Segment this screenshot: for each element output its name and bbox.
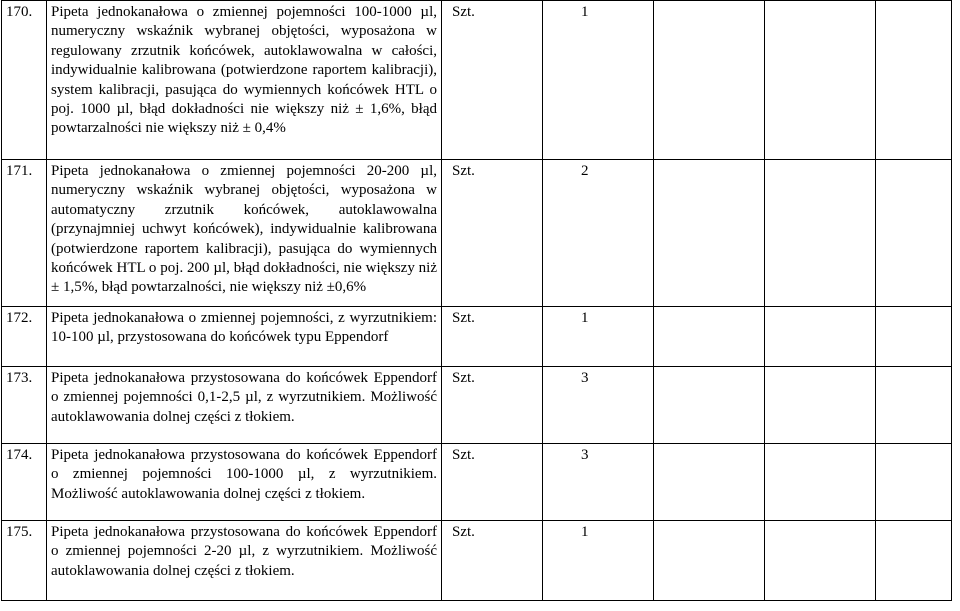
row-description: Pipeta jednokanałowa przystosowana do końcówek Eppendorf o zmiennej pojemności 2-20 µl, z wyrzutnikiem. Możliwość autoklawowania dolnej części z tłokiem. [47,521,442,601]
row-number: 170. [2,1,47,160]
row-description: Pipeta jednokanałowa o zmiennej pojemności, z wyrzutnikiem: 10-100 µl, przystosowana do końcówek typu Eppendorf [47,307,442,367]
row-description: Pipeta jednokanałowa przystosowana do końcówek Eppendorf o zmiennej pojemności 100-1000 µl, z wyrzutnikiem. Możliwość autoklawowania dolnej części z tłokiem. [47,444,442,521]
row-description: Pipeta jednokanałowa przystosowana do końcówek Eppendorf o zmiennej pojemności 0,1-2,5 µl, z wyrzutnikiem. Możliwość autoklawowania dolnej części z tłokiem. [47,367,442,444]
empty-cell [654,367,765,444]
row-number: 172. [2,307,47,367]
row-number: 171. [2,160,47,307]
empty-cell [765,307,876,367]
empty-cell [876,160,952,307]
empty-cell [654,521,765,601]
row-number: 174. [2,444,47,521]
row-quantity: 2 [543,160,654,307]
row-unit: Szt. [442,1,543,160]
row-quantity: 3 [543,444,654,521]
empty-cell [654,1,765,160]
empty-cell [654,444,765,521]
empty-cell [765,367,876,444]
empty-cell [654,307,765,367]
empty-cell [765,160,876,307]
row-description: Pipeta jednokanałowa o zmiennej pojemności 100-1000 µl, numeryczny wskaźnik wybranej objętości, wyposażona w regulowany zrzutnik końcówek, autoklawowalna w całości, indywidualnie kalibrowana (potwierdzone raportem kalibracji), system kalibracji, pasująca do wymiennych końcówek HTL o poj. 1000 µl, błąd dokładności nie większy niż ± 1,6%, błąd powtarzalności nie większy niż ± 0,4% [47,1,442,160]
specification-table [1,0,952,601]
row-quantity: 1 [543,521,654,601]
table-row [2,521,952,601]
row-number: 173. [2,367,47,444]
table-row [2,1,952,160]
empty-cell [876,444,952,521]
table-row [2,160,952,307]
empty-cell [876,1,952,160]
row-unit: Szt. [442,367,543,444]
table-row [2,307,952,367]
row-number: 175. [2,521,47,601]
empty-cell [765,1,876,160]
empty-cell [654,160,765,307]
table-row [2,367,952,444]
row-quantity: 1 [543,307,654,367]
row-quantity: 3 [543,367,654,444]
table-row [2,444,952,521]
empty-cell [765,444,876,521]
empty-cell [876,367,952,444]
row-description: Pipeta jednokanałowa o zmiennej pojemności 20-200 µl, numeryczny wskaźnik wybranej objętości, wyposażona w automatyczny zrzutnik końcówek, autoklawowalna (przynajmniej uchwyt końcówek), indywidualnie kalibrowana (potwierdzone raportem kalibracji), pasująca do wymiennych końcówek HTL o poj. 200 µl, błąd dokładności, nie większy niż ± 1,5%, błąd powtarzalności, nie większy niż ±0,6% [47,160,442,307]
empty-cell [765,521,876,601]
row-unit: Szt. [442,307,543,367]
row-unit: Szt. [442,521,543,601]
row-unit: Szt. [442,444,543,521]
row-unit: Szt. [442,160,543,307]
empty-cell [876,521,952,601]
empty-cell [876,307,952,367]
row-quantity: 1 [543,1,654,160]
